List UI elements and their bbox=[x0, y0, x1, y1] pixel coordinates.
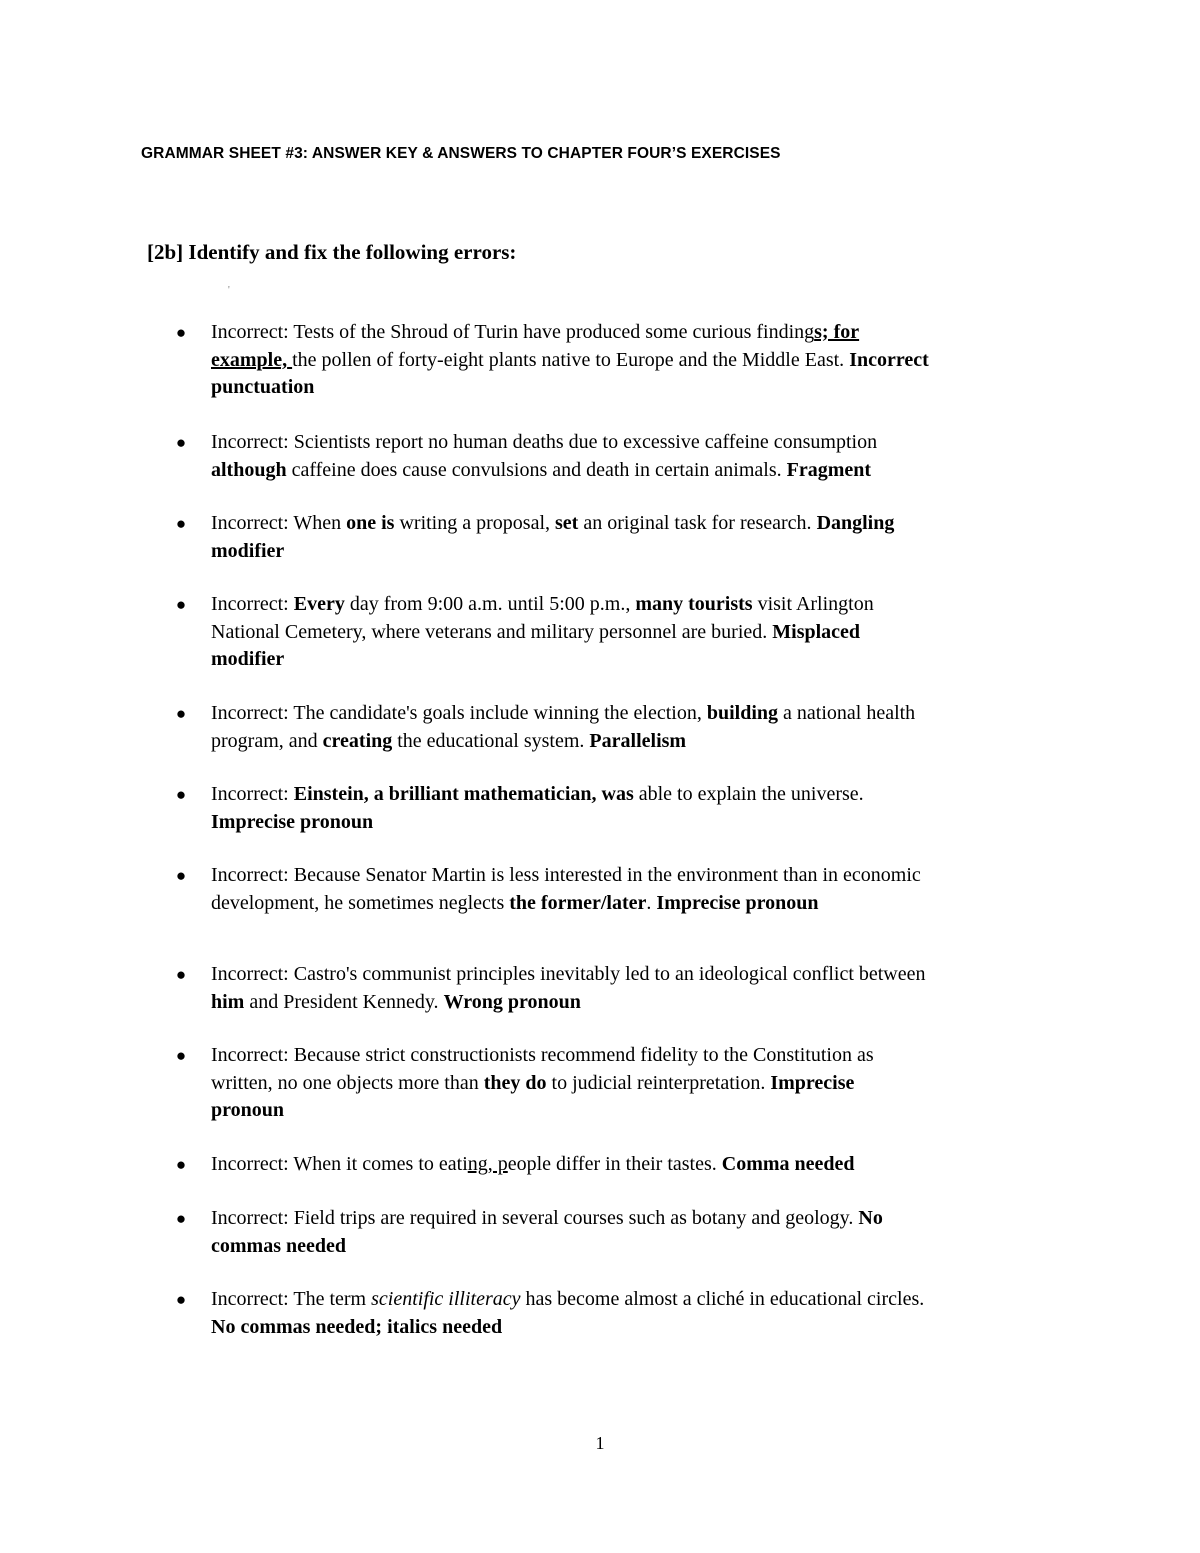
bullet-icon: ● bbox=[175, 1046, 187, 1065]
answer-emphasis: s; for bbox=[814, 321, 860, 343]
answer-emphasis: Imprecise pronoun bbox=[211, 810, 374, 833]
exercise-item bbox=[175, 429, 1071, 484]
answer-emphasis: him bbox=[211, 990, 245, 1013]
answer-emphasis: creating bbox=[322, 729, 393, 752]
answer-emphasis: Einstein, a brilliant mathematician, was bbox=[293, 783, 634, 805]
answer-emphasis: Parallelism bbox=[589, 729, 687, 752]
answer-emphasis: Imprecise bbox=[770, 1071, 855, 1094]
italic-term: scientific illiteracy bbox=[371, 1288, 521, 1310]
stray-mark: ' bbox=[228, 285, 230, 296]
answer-emphasis: example, bbox=[211, 348, 288, 371]
sentence-text: visit Arlington bbox=[752, 593, 874, 615]
answer-emphasis: Fragment bbox=[786, 458, 872, 481]
answer-emphasis: Comma needed bbox=[721, 1153, 855, 1175]
bullet-icon: ● bbox=[175, 595, 187, 614]
answer-emphasis: modifier bbox=[211, 648, 285, 670]
sentence-text: Incorrect: Tests of the Shroud of Turin have produced some curious finding bbox=[211, 321, 815, 343]
answer-emphasis: the former/later bbox=[509, 891, 647, 914]
sentence-text: Incorrect: The term bbox=[211, 1288, 372, 1310]
exercise-item bbox=[175, 591, 1071, 674]
sentence-text: program, and bbox=[211, 729, 323, 752]
sentence-text: eople differ in their tastes. bbox=[507, 1153, 722, 1175]
exercise-item bbox=[175, 1205, 1071, 1260]
answer-emphasis: No bbox=[858, 1207, 883, 1229]
sentence-text: to judicial reinterpretation. bbox=[546, 1071, 771, 1094]
sentence-text: and President Kennedy. bbox=[244, 990, 444, 1013]
exercise-item bbox=[175, 862, 1071, 917]
answer-emphasis: pronoun bbox=[211, 1099, 285, 1121]
exercise-item bbox=[175, 700, 1071, 755]
sentence-text: Incorrect: Because Senator Martin is less interested in the environment than in economic bbox=[211, 864, 921, 886]
answer-emphasis: Misplaced bbox=[772, 620, 861, 643]
sentence-text: a national health bbox=[778, 702, 916, 724]
sentence-text: able to explain the universe. bbox=[633, 783, 864, 805]
sentence-text: day from 9:00 a.m. until 5:00 p.m., bbox=[344, 593, 636, 615]
page-title: GRAMMAR SHEET #3: ANSWER KEY & ANSWERS TO CHAPTER FOUR’S EXERCISES bbox=[141, 145, 781, 162]
answer-emphasis: Imprecise pronoun bbox=[656, 891, 819, 914]
bullet-icon: ● bbox=[175, 866, 187, 885]
answer-emphasis: Dangling bbox=[816, 512, 895, 534]
answer-emphasis: No commas needed; italics needed bbox=[211, 1315, 503, 1338]
answer-emphasis: many tourists bbox=[635, 593, 753, 615]
sentence-text: development, he sometimes neglects bbox=[211, 891, 510, 914]
sentence-text: Incorrect: bbox=[211, 783, 294, 805]
sentence-text: Incorrect: bbox=[211, 593, 294, 615]
answer-emphasis: modifier bbox=[211, 539, 285, 562]
sentence-text: an original task for research. bbox=[578, 512, 817, 534]
sentence-text: National Cemetery, where veterans and military personnel are buried. bbox=[211, 620, 773, 643]
sentence-text: ng, p bbox=[467, 1153, 508, 1175]
page-number: 1 bbox=[595, 1433, 605, 1453]
sentence-text: . bbox=[646, 891, 657, 914]
answer-emphasis: one is bbox=[346, 512, 395, 534]
bullet-icon: ● bbox=[175, 514, 187, 533]
sentence-text: Incorrect: Because strict constructionists recommend fidelity to the Constitution as bbox=[211, 1044, 874, 1066]
sentence-text: Incorrect: Field trips are required in several courses such as botany and geology. bbox=[211, 1207, 859, 1229]
exercise-item bbox=[175, 319, 1071, 402]
bullet-icon: ● bbox=[175, 323, 187, 342]
sentence-text: Incorrect: When bbox=[211, 512, 347, 534]
exercise-item bbox=[175, 510, 1071, 565]
sentence-text: Incorrect: Scientists report no human deaths due to excessive caffeine consumption bbox=[211, 431, 878, 453]
answer-emphasis: building bbox=[706, 702, 779, 724]
sentence-text: Incorrect: Castro's communist principles inevitably led to an ideological conflict between bbox=[211, 963, 926, 985]
answer-emphasis: punctuation bbox=[211, 376, 315, 398]
answer-emphasis: Wrong pronoun bbox=[443, 990, 581, 1013]
answer-emphasis: Incorrect bbox=[849, 348, 929, 371]
sentence-text: written, no one objects more than bbox=[211, 1071, 484, 1094]
bullet-icon: ● bbox=[175, 704, 187, 723]
answer-emphasis: although bbox=[211, 458, 287, 481]
sentence-text: writing a proposal, bbox=[394, 512, 555, 534]
sentence-text: the educational system. bbox=[392, 729, 590, 752]
bullet-icon: ● bbox=[175, 433, 187, 452]
answer-emphasis: they do bbox=[483, 1071, 547, 1094]
sentence-text: the pollen of forty-eight plants native to Europe and the Middle East. bbox=[292, 348, 850, 371]
exercise-item bbox=[175, 961, 1071, 1016]
answer-emphasis: Every bbox=[293, 593, 345, 615]
bullet-icon: ● bbox=[175, 965, 187, 984]
bullet-icon: ● bbox=[175, 1290, 187, 1309]
answer-emphasis: set bbox=[555, 512, 579, 534]
answer-emphasis: commas needed bbox=[211, 1234, 346, 1257]
bullet-icon: ● bbox=[175, 785, 187, 804]
sentence-text: Incorrect: When it comes to eati bbox=[211, 1153, 468, 1175]
sentence-text: caffeine does cause convulsions and death in certain animals. bbox=[286, 458, 787, 481]
section-heading: [2b] Identify and fix the following errors: bbox=[147, 240, 517, 264]
exercise-item bbox=[175, 1151, 1071, 1179]
exercise-item bbox=[175, 1286, 1071, 1341]
sentence-text: Incorrect: The candidate's goals include winning the election, bbox=[211, 702, 707, 724]
exercise-item bbox=[175, 1042, 1071, 1125]
bullet-icon: ● bbox=[175, 1155, 187, 1174]
sentence-text: has become almost a cliché in educational circles. bbox=[520, 1288, 925, 1310]
bullet-icon: ● bbox=[175, 1209, 187, 1228]
exercise-item bbox=[175, 781, 1071, 836]
